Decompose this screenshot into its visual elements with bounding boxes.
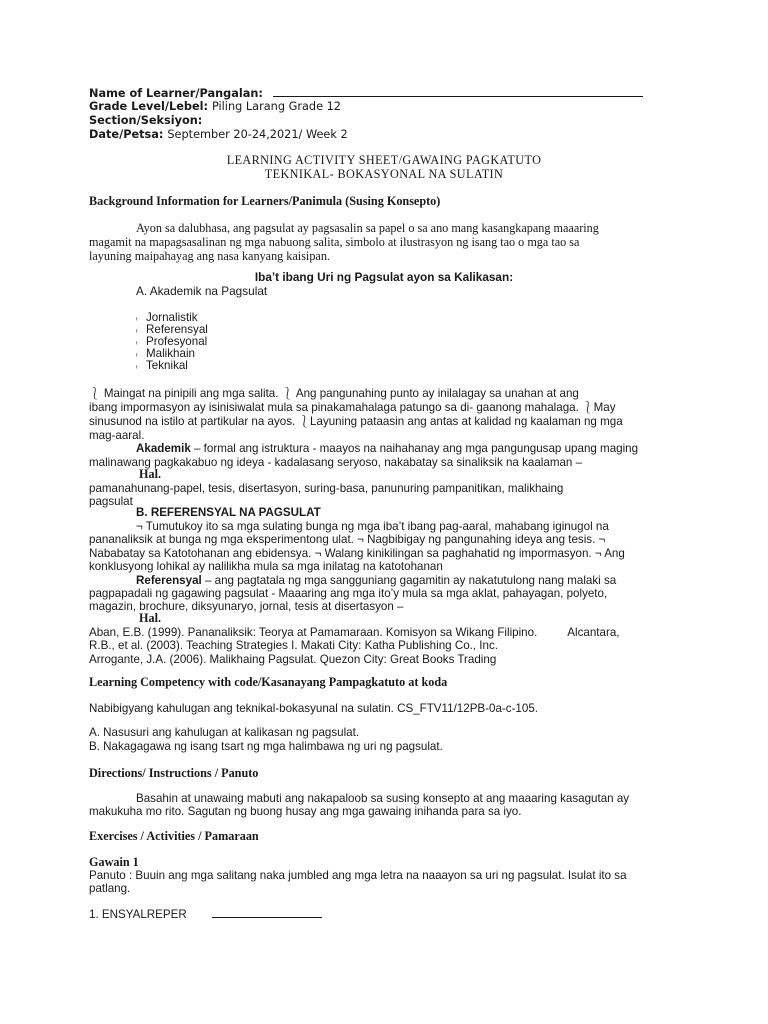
referensyal-line-1: ¬ Tumutukoy ito sa mga sulating bunga ng mga iba’t ibang pag-aaral, mahabang iginugol na (136, 520, 609, 533)
akademik-definition-line-2: malinawang pagkakabuo ng ideya - kadalasang seryoso, nakabatay sa sinaliksik na kaalaman – (89, 456, 583, 469)
gawain-heading: Gawain 1 (89, 855, 139, 869)
akademik-line-3: sinusunod na istilo at partikular na ayos. ⎱Layuning pataasin ang antas at kalidad ng kaalaman ng mga (89, 415, 623, 428)
akademik-line-4: mag-aaral. (89, 429, 145, 442)
referensyal-definition-line-3: magazin, brochure, diksyunaryo, jornal, tesis at disertasyon – (89, 600, 404, 613)
referensyal-line-3: Nababatay sa Katotohanan ang ebidensya. ¬ Walang kinikilingan sa paghahatid ng impormasyon. ¬ Ang (89, 547, 625, 560)
exercises-heading: Exercises / Activities / Pamaraan (89, 829, 259, 843)
title-line-2: TEKNIKAL- BOKASYONAL NA SULATIN (264, 167, 504, 181)
reference-line-1: Aban, E.B. (1999). Pananaliksik: Teorya at Pamamaraan. Komisyon sa Wikang Filipino. Alcantara, (89, 626, 620, 639)
bullet-icon: ᵣ (136, 337, 138, 346)
types-heading: Iba’t ibang Uri ng Pagsulat ayon sa Kalikasan: (254, 270, 514, 284)
referensyal-line-2: pananaliksik at bunga ng mga eksperimentong ulat. ¬ Nagbibigay ng pangunahing ideya ang tesis. ¬ (89, 533, 606, 546)
background-para-line-1: Ayon sa dalubhasa, ang pagsulat ay pagsasalin sa papel o sa ano mang kasangkapang maaaring (136, 221, 599, 235)
panuto-line-1: Panuto : Buuin ang mga salitang naka jumbled ang mga letra na naaayon sa uri ng pagsulat. Isulat ito sa (89, 869, 627, 882)
exercise-item-1-answer-blank[interactable] (212, 906, 322, 918)
referensyal-term: Referensyal (136, 574, 202, 587)
bullet-icon: ᵣ (136, 361, 138, 370)
directions-line-1: Basahin at unawaing mabuti ang nakapaloob sa susing konsepto at ang maaaring kasagutan ay (136, 792, 630, 805)
competency-text: Nabibigyang kahulugan ang teknikal-bokasyunal na sulatin. CS_FTV11/12PB-0a-c-105. (89, 702, 538, 715)
referensyal-definition-line-1: Referensyal – ang pagtatala ng mga sangguniang gagamitin ay nakatutulong nang malaki sa (136, 574, 617, 587)
referensyal-hal-label: Hal. (139, 611, 162, 625)
akademik-term: Akademik (136, 442, 191, 455)
competency-a: A. Nasusuri ang kahulugan at kalikasan ng pagsulat. (89, 726, 360, 739)
list-item: ᵣ Profesyonal (136, 335, 208, 348)
directions-line-2: makukuha mo rito. Sagutan ng buong husay ang mga gawaing inihanda para sa iyo. (89, 805, 522, 818)
reference-line-2: R.B., et al. (2003). Teaching Strategies I. Makati City: Katha Publishing Co., Inc. (89, 639, 498, 652)
referensyal-heading: B. REFERENSYAL NA PAGSULAT (136, 506, 321, 519)
types-item-a: A. Akademik na Pagsulat (136, 284, 268, 298)
name-label: Name of Learner/Pangalan: (89, 87, 263, 100)
list-item: ᵣ Malikhain (136, 347, 195, 360)
bullet-icon: ᵣ (136, 349, 138, 358)
date-label: Date/Petsa: (89, 128, 164, 141)
panuto-line-2: patlang. (89, 882, 131, 895)
section-line (89, 114, 202, 128)
akademik-definition-line-1: Akademik – formal ang istruktura - maayos na naihahanay ang mga pangungusap upang maging (136, 442, 639, 455)
background-para-line-2: magamit na mapagsasalinan ng mga nabuong salita, simbolo at ilustrasyon ng isang tao o mga tao sa (89, 235, 580, 249)
title-line-1: LEARNING ACTIVITY SHEET/GAWAING PAGKATUTO (226, 153, 542, 167)
date-value: September 20-24,2021/ Week 2 (167, 128, 348, 141)
reference-line-3: Arrogante, J.A. (2006). Malikhaing Pagsulat. Quezon City: Great Books Trading (89, 653, 497, 666)
name-line (89, 85, 643, 101)
akademik-hal-label: Hal. (139, 467, 162, 481)
exercise-item-1 (89, 906, 322, 922)
directions-heading: Directions/ Instructions / Panuto (89, 766, 259, 780)
referensyal-definition-line-2: pagpapadali ng gagawing pagsulat - Maaaring ang mga ito’y mula sa mga aklat, pahayagan, polyeto, (89, 587, 608, 600)
name-blank[interactable] (273, 85, 643, 97)
grade-label: Grade Level/Lebel: (89, 100, 209, 113)
bullet-icon: ᵣ (136, 325, 138, 334)
exercise-item-1-label: 1. ENSYALREPER (89, 908, 187, 921)
grade-value: Piling Larang Grade 12 (211, 100, 341, 113)
competency-b: B. Nakagagawa ng isang tsart ng mga halimbawa ng uri ng pagsulat. (89, 740, 443, 753)
akademik-line-1: ⎱ Maingat na pinipili ang mga salita. ⎱ Ang pangunahing punto ay inilalagay sa unahan at ang (89, 387, 579, 400)
akademik-line-2: ibang impormasyon ay isinisiwalat mula sa pinakamahalaga patungo sa di- gaanong mahalaga. ⎱May (89, 401, 616, 414)
background-heading: Background Information for Learners/Panimula (Susing Konsepto) (89, 194, 441, 208)
list-item: ᵣ Jornalistik (136, 311, 198, 324)
list-item: ᵣ Teknikal (136, 359, 188, 372)
background-para-line-3: layuning maipahayag ang nasa kanyang kaisipan. (89, 249, 330, 263)
list-item: ᵣ Referensyal (136, 323, 208, 336)
akademik-example-line-1: pamanahunang-papel, tesis, disertasyon, suring-basa, panunuring pampanitikan, malikhaing (89, 482, 564, 495)
competency-heading: Learning Competency with code/Kasanayang Pampagkatuto at koda (89, 675, 448, 689)
referensyal-line-4: konklusyong lohikal ay nalilikha mula sa mga inilatag na katotohanan (89, 560, 443, 573)
grade-line (89, 100, 341, 114)
section-label: Section/Seksiyon: (89, 114, 203, 127)
akademik-example-line-2: pagsulat (89, 495, 133, 508)
date-line (89, 128, 348, 142)
bullet-icon: ᵣ (136, 313, 138, 322)
